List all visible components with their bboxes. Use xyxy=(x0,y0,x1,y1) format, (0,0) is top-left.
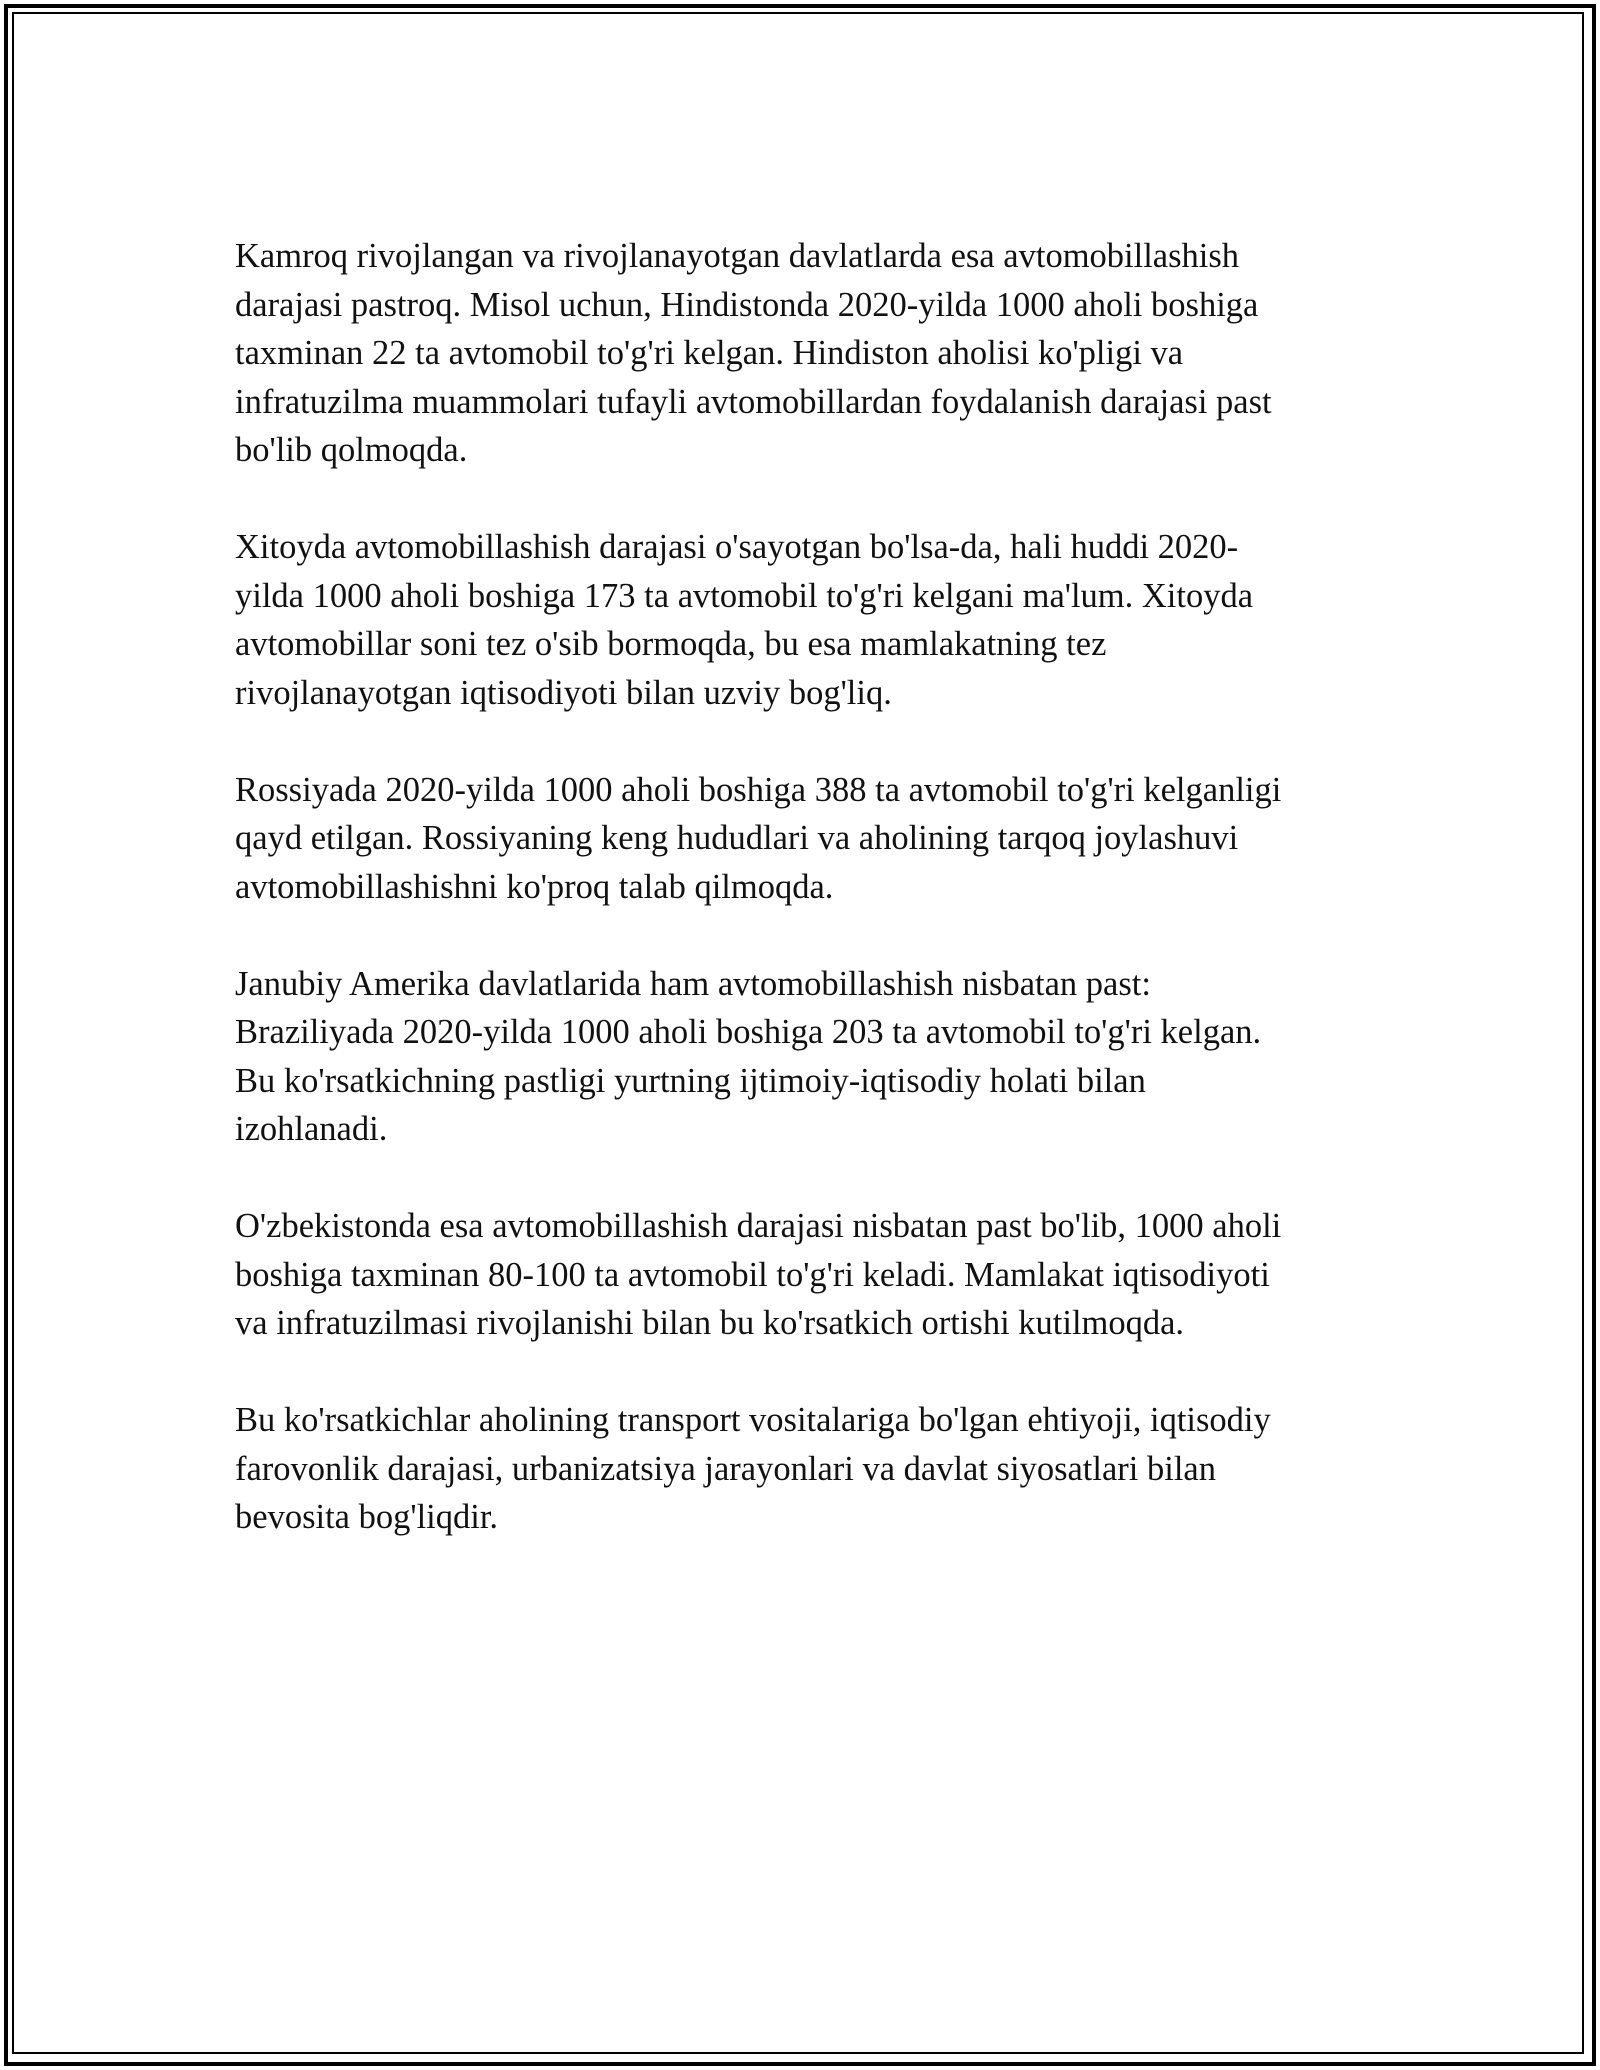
paragraph-russia: Rossiyada 2020-yilda 1000 aholi boshiga 388 ta avtomobil to'g'ri kelganligi qayd etilgan. Rossiyaning keng hududlari va aholining tarqoq joylashuvi avtomobillashishni ko'proq talab qilmoqda. xyxy=(235,770,1282,906)
paragraph-china: Xitoyda avtomobillashish darajasi o'sayotgan bo'lsa-da, hali huddi 2020- yilda 1000 aholi boshiga 173 ta avtomobil to'g'ri kelgani ma'lum. Xitoyda avtomobillar soni tez o'sib bormoqda, bu esa mamlakatning tez rivojlanayotgan iqtisodiyoti bilan uzviy bog'liq. xyxy=(235,528,1254,712)
paragraph-india: Kamroq rivojlangan va rivojlanayotgan davlatlarda esa avtomobillashish darajasi pastroq. Misol uchun, Hindistonda 2020-yilda 1000 aholi boshiga taxminan 22 ta avtomobil to'g'ri kelgan. Hindiston aholisi ko'pligi va infratuzilma muammolari tufayli avtomobillardan foydalanish darajasi past bo'lib qolmoqda. xyxy=(235,237,1272,469)
paragraph-south-america: Janubiy Amerika davlatlarida ham avtomobillashish nisbatan past: Braziliyada 2020-yilda 1000 aholi boshiga 203 ta avtomobil to'g'ri kelgan. Bu ko'rsatkichning pastligi yurtning ijtimoiy-iqtisodiy holati bilan izohlanadi. xyxy=(235,964,1262,1148)
document-body xyxy=(235,232,1375,1590)
paragraph-uzbekistan: O'zbekistonda esa avtomobillashish darajasi nisbatan past bo'lib, 1000 aholi boshiga taxminan 80-100 ta avtomobil to'g'ri keladi. Mamlakat iqtisodiyoti va infratuzilmasi rivojlanishi bilan bu ko'rsatkich ortishi kutilmoqda. xyxy=(235,1207,1282,1342)
paragraph-conclusion: Bu ko'rsatkichlar aholining transport vositalariga bo'lgan ehtiyoji, iqtisodiy farovonlik darajasi, urbanizatsiya jarayonlari va davlat siyosatlari bilan bevosita bog'liqdir. xyxy=(235,1401,1271,1536)
